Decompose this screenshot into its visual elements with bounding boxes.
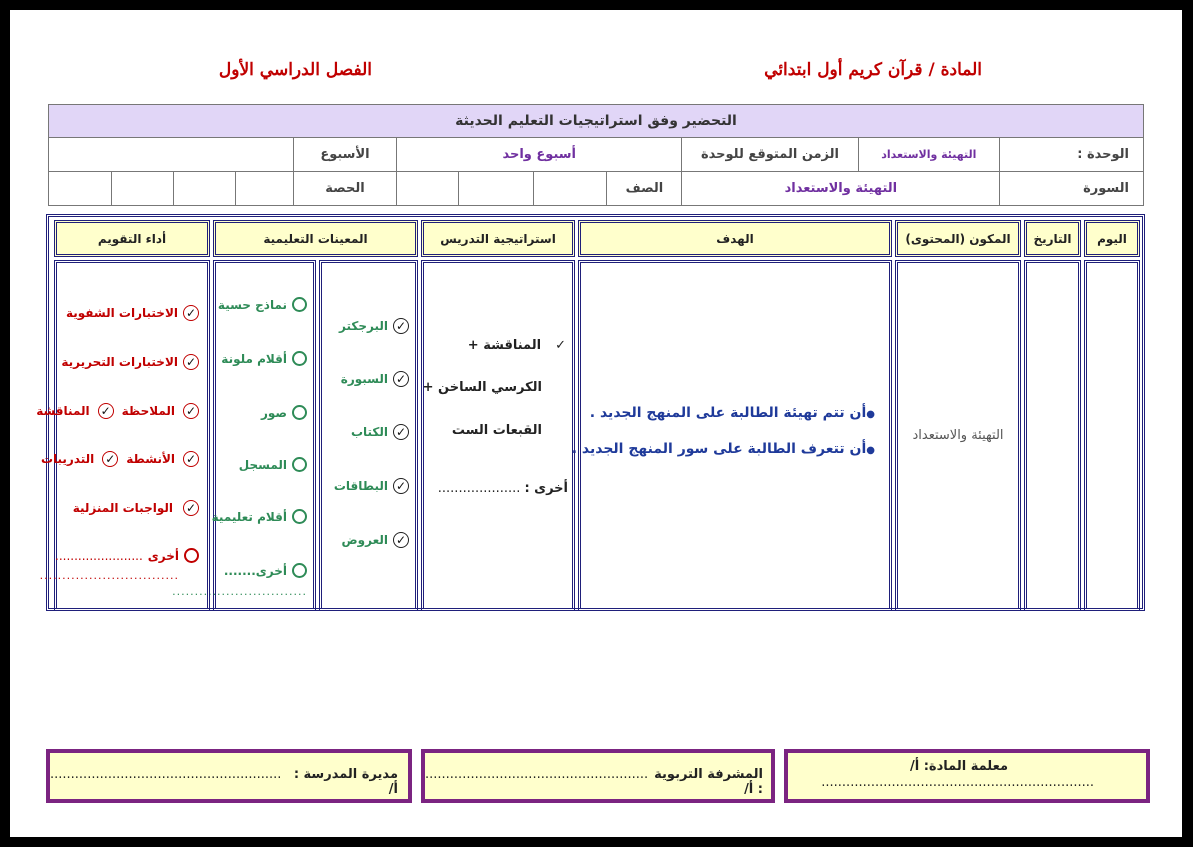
radio-circle-icon [292,563,307,578]
check-circle-icon: ✓ [183,500,199,516]
info-table [48,104,1144,206]
assessment-header: أداء التقويم [54,220,210,257]
check-circle-icon: ✓ [393,371,409,387]
date-header: التاريخ [1024,220,1081,257]
check-circle-icon: ✓ [98,403,114,419]
surah-label: السورة [1000,172,1144,206]
period-cell-4[interactable] [49,172,112,206]
radio-circle-icon [184,548,199,563]
goal-cell [571,260,892,611]
date-cell[interactable] [1024,260,1081,611]
week-label: الأسبوع [293,138,396,172]
check-circle-icon: ✓ [183,403,199,419]
aid-cards[interactable]: ✓ البطاقات [334,478,409,494]
day-header: اليوم [1084,220,1140,257]
check-circle-icon: ✓ [393,532,409,548]
lesson-plan-page [10,10,1182,837]
period-cell-2[interactable] [173,172,235,206]
time-value: أسبوع واحد [397,138,682,172]
day-cell[interactable] [1084,260,1140,611]
unit-label: الوحدة : [1000,138,1144,172]
class-cell-2[interactable] [459,172,534,206]
assessment-cell [36,260,210,611]
strategy-item-3: القبعات الست [451,423,542,438]
aid-recorder[interactable]: المسجل [239,457,307,472]
unit-value: التهيئة والاستعداد [858,138,1000,172]
check-icon: ✓ [555,338,566,353]
assess-oral[interactable]: ✓ الاختبارات الشفوية [66,305,199,321]
aid-presentations[interactable]: ✓ العروض [342,532,409,548]
aids-unchecked-cell [172,260,316,611]
check-circle-icon: ✓ [183,354,199,370]
radio-circle-icon [292,351,307,366]
aid-other-dots: .............................. [172,585,307,598]
strategy-other[interactable]: أخرى : .................... [437,481,568,496]
aid-board[interactable]: ✓ السبورة [341,371,409,387]
radio-circle-icon [292,297,307,312]
radio-circle-icon [292,457,307,472]
subject-title: المادة / قرآن كريم أول ابتدائي [764,60,982,80]
lesson-table [36,214,1145,611]
semester-title: الفصل الدراسي الأول [218,60,372,80]
strategy-header: استراتيجية التدريس [421,220,575,257]
check-circle-icon: ✓ [102,451,118,467]
supervisor-line: المشرفة التربوية : أ/ ...................................................... [425,767,763,797]
aids-header: المعينات التعليمية [213,220,418,257]
aid-colored-pens[interactable]: أقلام ملونة [221,351,307,366]
assess-written[interactable]: ✓ الاختبارات التحريرية [61,354,199,370]
week-value[interactable] [49,138,294,172]
check-circle-icon: ✓ [393,478,409,494]
period-cell-3[interactable] [111,172,173,206]
component-header: المكون (المحتوى) [895,220,1021,257]
goal-header: الهدف [578,220,892,257]
aid-other[interactable]: أخرى....... [224,563,307,578]
check-circle-icon: ✓ [393,424,409,440]
assess-activities-exercises[interactable]: ✓ الأنشطة ✓ التدريبات [41,451,199,467]
assess-observation-discussion[interactable]: ✓ الملاحظة ✓ المناقشة [36,403,199,419]
goal-item-2: ●أن تتعرف الطالبة على سور المنهج الجديد . [571,441,875,457]
aid-models[interactable]: نماذج حسية [218,297,307,312]
assess-homework[interactable]: ✓ الواجبات المنزلية [73,500,199,516]
goal-item-1: ●أن تتم تهيئة الطالبة على المنهج الجديد . [589,405,875,421]
time-label: الزمن المتوقع للوحدة [682,138,858,172]
teacher-dots: .................................................................. [821,775,1094,790]
teacher-label: معلمة المادة: أ/ [909,759,1008,774]
radio-circle-icon [292,405,307,420]
class-cell-1[interactable] [534,172,607,206]
principal-line: مديرة المدرسة : أ/ ........................................................ [50,767,398,797]
strategy-cell [421,260,575,611]
period-cell-1[interactable] [236,172,294,206]
class-cell-3[interactable] [397,172,459,206]
principal-signature-box[interactable] [46,749,412,803]
aid-projector[interactable]: ✓ البرجكتر [339,318,409,334]
check-circle-icon: ✓ [183,451,199,467]
aids-checked-cell [319,260,418,611]
radio-circle-icon [292,509,307,524]
check-circle-icon: ✓ [393,318,409,334]
surah-value: التهيئة والاستعداد [682,172,1000,206]
assess-other-dots: ............................... [39,569,179,582]
plan-title: التحضير وفق استراتيجيات التعليم الحديثة [49,105,1144,138]
period-label: الحصة [293,172,396,206]
aid-pictures[interactable]: صور [261,405,307,420]
aid-book[interactable]: ✓ الكتاب [351,424,409,440]
strategy-item-1: ✓ المناقشة + [467,338,566,353]
aid-teaching-pens[interactable]: أقلام تعليمية [212,509,307,524]
class-label: الصف [607,172,682,206]
component-value: التهيئة والاستعداد [912,428,1004,443]
component-cell [895,260,1021,611]
assess-other[interactable]: أخرى ....................... [55,548,199,563]
strategy-item-2: الكرسي الساخن + [422,380,542,395]
check-circle-icon: ✓ [183,305,199,321]
supervisor-signature-box[interactable] [421,749,775,803]
teacher-signature-box[interactable] [784,749,1150,803]
